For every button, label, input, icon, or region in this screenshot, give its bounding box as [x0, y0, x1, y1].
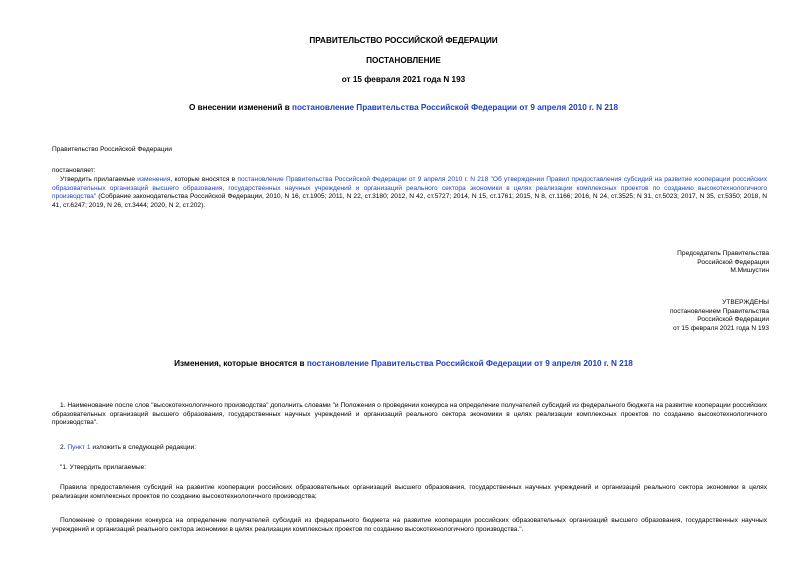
decision-text-b: , которые вносятся в [170, 176, 238, 183]
item-4: Правила предоставления субсидий на развитие кооперации российских образовательных организаций высшего образования, государственных научных учреждений и организаций реального сектора экономики в целях реализации комплексных проектов по созданию высокотехнологичного производства; [52, 484, 767, 500]
item-2-number: 2. [60, 444, 68, 451]
approval-title: УТВЕРЖДЕНЫ [722, 299, 769, 306]
title-link[interactable]: постановление Правительства Российской Федерации от 9 апреля 2010 г. N 218 [292, 103, 619, 112]
signature-name: М.Мишустин [730, 267, 769, 275]
signature-block [509, 250, 769, 276]
approval-line3: Российской Федерации [697, 316, 769, 324]
signature-position: Председатель Правительства [677, 250, 769, 257]
changes-heading-link[interactable]: постановление Правительства Российской Федерации от 9 апреля 2010 г. N 218 [306, 359, 633, 368]
doc-type-heading: ПОСТАНОВЛЕНИЕ [366, 56, 441, 65]
decision-text-c: (Собрание законодательства Российской Федерации, 2010, N 16, ст.1905; 2011, N 22, ст.3180; 2012, N 42, ст.5727; 2014, N 15, ст.1761; 2015, N 8, ст.1166; 2016, N 24, ст.3525; N 31, ст.5023; 2017, N 35, ст.5350; 2018, N 41, ст.6247; 2019, N 26, ст.3444; 2020, N 2, ст.202). [52, 193, 767, 209]
item-1: 1. Наименование после слов "высокотехнологичного производства" дополнить словами "и Положения о проведении конкурса на определение получателей субсидий из федерального бюджета на развитие кооперации российских образовательных организаций высшего образования, государственных научных учреждений и организаций реального сектора экономики в целях реализации комплексных проектов по созданию высокотехнологичного производства". [52, 402, 767, 427]
item-2 [60, 444, 196, 453]
decision-text-a: Утвердить прилагаемые [60, 176, 138, 183]
item-2-text: изложить в следующей редакции: [90, 444, 197, 451]
point-1-link[interactable]: Пункт 1 [67, 444, 91, 451]
item-5: Положение о проведении конкурса на определение получателей субсидий из федерального бюджета на развитие кооперации российских образовательных организаций высшего образования, государственных научных учреждений и организаций реального сектора экономики в целях реализации комплексных проектов по созданию высокотехнологичного производства.". [52, 517, 767, 533]
document-title [0, 104, 807, 113]
approval-block [509, 299, 769, 333]
title-prefix: О внесении изменений в [188, 103, 293, 112]
decision-paragraph [52, 176, 767, 210]
issuer-heading: ПРАВИТЕЛЬСТВО РОССИЙСКОЙ ФЕДЕРАЦИИ [309, 36, 498, 45]
changes-heading-prefix: Изменения, которые вносятся в [174, 359, 307, 368]
item-3: "1. Утвердить прилагаемые: [60, 464, 147, 471]
signature-country: Российской Федерации [697, 258, 769, 266]
changes-heading [0, 360, 807, 369]
changes-link[interactable]: изменения [137, 176, 171, 183]
approval-line2: постановлением Правительства [669, 307, 769, 315]
resolution-218-link[interactable]: постановление Правительства Российской Федерации от 9 апреля 2010 г. N 218 "Об утверждении Правил предоставления субсидий на развитие кооперации российских образовательных организаций высшего образования, государственных научных учреждений и организаций реального сектора экономики в целях реализации комплексных проектов по созданию высокотехнологичного производства" [52, 176, 767, 201]
decides-label: постановляет: [52, 167, 96, 174]
government-label: Правительство Российской Федерации [52, 146, 172, 153]
doc-date-heading: от 15 февраля 2021 года N 193 [341, 75, 466, 84]
approval-line4: от 15 февраля 2021 года N 193 [673, 324, 769, 332]
